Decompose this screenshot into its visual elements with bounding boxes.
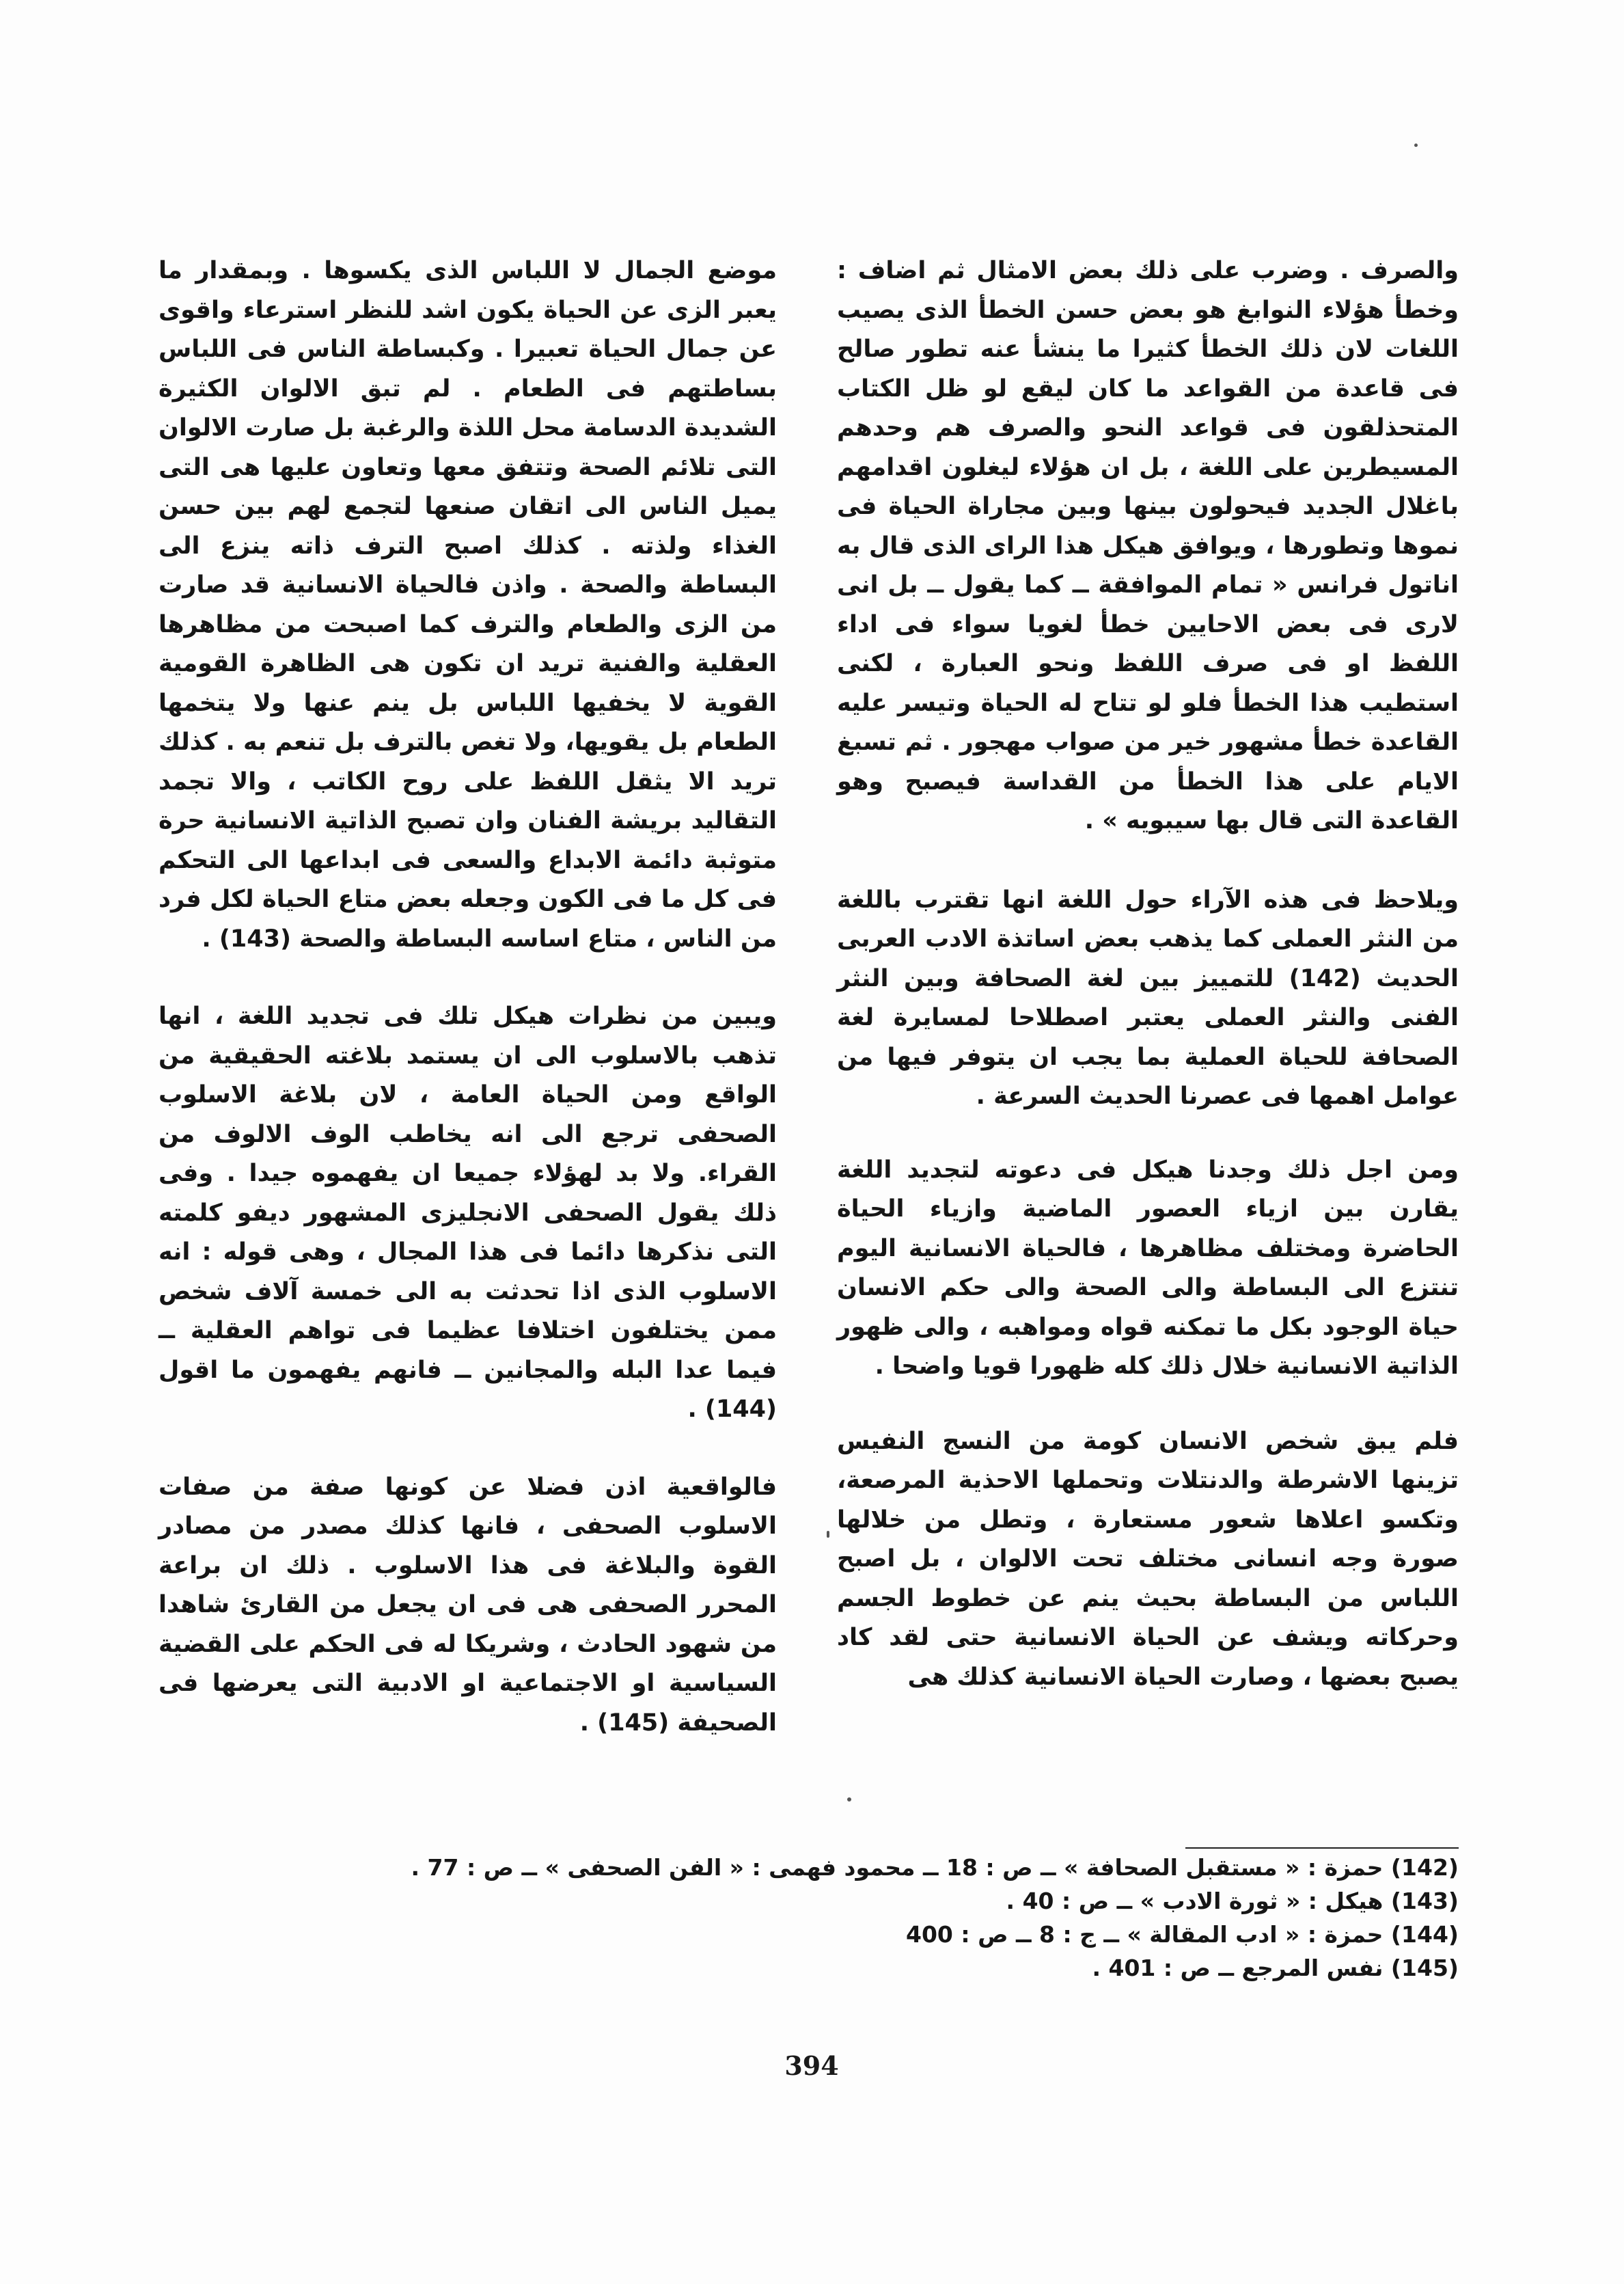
paragraph: والصرف . وضرب على ذلك بعض الامثال ثم اضاف : وخطأ هؤلاء النوابغ هو بعض حسن الخطأ الذى يصيب اللغات لان ذلك الخطأ كثيرا ما ينشأ عنه تطور صالح فى قاعدة من القواعد ما كان ليقع لو ظل الكتاب المتحذلقون فى قواعد النحو والصرف هم وحدهم المسيطرين على اللغة ، بل ان هؤلاء ليغلون اقدامهم باغلال الجديد فيحولون بينها وبين مجاراة الحياة فى نموها وتطورها ، ويوافق هيكل هذا الراى الذى قال به اناتول فرانس « تمام الموافقة ــ كما يقول ــ بل انى لارى فى بعض الاحايين خطأ لغويا سواء فى اداء اللفظ او فى صرف اللفظ ونحو العبارة ، لكنى استطيب هذا الخطأ فلو لو تتاح له الحياة وتيسر عليه القاعدة خطأ مشهور خير من صواب مهجور . ثم تسبغ الايام على هذا الخطأ من القداسة فيصبح وهو القاعدة التى قال بها سيبويه » . bbox=[837, 257, 1459, 834]
footnote-142: (142) حمزة : « مستقبل الصحافة » ــ ص : 18 ــ محمود فهمى : « الفن الصحفى » ــ ص : 77 . bbox=[411, 1854, 1459, 1881]
footnote-divider bbox=[1185, 1847, 1459, 1849]
footnote-144: (144) حمزة : « ادب المقالة » ــ ج : 8 ــ ص : 400 bbox=[906, 1921, 1459, 1948]
text-column-right bbox=[837, 251, 1459, 1697]
scan-speck bbox=[847, 1797, 851, 1802]
paragraph: موضع الجمال لا اللباس الذى يكسوها . وبمقدار ما يعبر الزى عن الحياة يكون اشد للنظر استرعاء واقوى عن جمال الحياة تعبيرا . وكبساطة الناس فى اللباس بساطتهم فى الطعام . لم تبق الالوان الكثيرة الشديدة الدسامة محل اللذة والرغبة بل صارت الالوان التى تلائم الصحة وتتفق معها وتعاون عليها هى التى يميل الناس الى اتقان صنعها لتجمع لهم بين حسن الغذاء ولذته . كذلك اصبح الترف ذاته ينزع الى البساطة والصحة . واذن فالحياة الانسانية قد صارت من الزى والطعام والترف كما اصبحت من مظاهرها العقلية والفنية تريد ان تكون هى الظاهرة القومية القوية لا يخفيها اللباس بل ينم عنها ولا يتخمها الطعام بل يقويها، ولا تغص بالترف بل تنعم به . كذلك تريد الا يثقل اللفظ على روح الكاتب ، والا تجمد التقاليد بريشة الفنان وان تصبح الذاتية الانسانية حرة متوثبة دائمة الابداع والسعى فى ابداعها الى التحكم فى كل ما فى الكون وجعله بعض متاع الحياة لكل فرد من الناس ، متاع اساسه البساطة والصحة (143) . bbox=[159, 257, 777, 953]
scan-speck bbox=[1414, 144, 1418, 147]
paragraph: ومن اجل ذلك وجدنا هيكل فى دعوته لتجديد اللغة يقارن بين ازياء العصور الماضية وازياء الحياة الحاضرة ومختلف مظاهرها ، فالحياة الانسانية اليوم تنتزع الى البساطة والى الصحة والى حكم الانسان حياة الوجود بكل ما تمكنه قواه ومواهبه ، والى ظهور الذاتية الانسانية خلال ذلك كله ظهورا قويا واضحا . bbox=[837, 1156, 1459, 1380]
scan-speck bbox=[827, 1531, 829, 1538]
footnote-145: (145) نفس المرجع ــ ص : 401 . bbox=[1092, 1955, 1459, 1981]
paragraph: ويبين من نظرات هيكل تلك فى تجديد اللغة ، انها تذهب بالاسلوب الى ان يستمد بلاغته الحقيقية من الواقع ومن الحياة العامة ، لان بلاغة الاسلوب الصحفى ترجع الى انه يخاطب الوف الالوف من القراء. ولا بد لهؤلاء جميعا ان يفهموه جيدا . وفى ذلك يقول الصحفى الانجليزى المشهور ديفو كلمته التى نذكرها دائما فى هذا المجال ، وهى قوله : انه الاسلوب الذى اذا تحدثت به الى خمسة آلاف شخص ممن يختلفون اختلافا عظيما فى تواهم العقلية ــ فيما عدا البله والمجانين ــ فانهم يفهمون ما اقول (144) . bbox=[159, 1003, 777, 1423]
text-column-left bbox=[159, 251, 777, 1743]
paragraph: فالواقعية اذن فضلا عن كونها صفة من صفات الاسلوب الصحفى ، فانها كذلك مصدر من مصادر القوة والبلاغة فى هذا الاسلوب . ذلك ان براعة المحرر الصحفى هى فى ان يجعل من القارئ شاهدا من شهود الحادث ، وشريكا له فى الحكم على القضية السياسية او الاجتماعية او الادبية التى يعرضها فى الصحيفة (145) . bbox=[159, 1473, 777, 1737]
footnotes bbox=[159, 1851, 1459, 1985]
page-number: 394 bbox=[784, 2050, 839, 2081]
paragraph: ويلاحظ فى هذه الآراء حول اللغة انها تقترب باللغة من النثر العملى كما يذهب بعض اساتذة الادب العربى الحديث (142) للتمييز بين لغة الصحافة وبين النثر الفنى والنثر العملى يعتبر اصطلاحا لمسايرة لغة الصحافة للحياة العملية بما يجب ان يتوفر فيها من عوامل اهمها فى عصرنا الحديث السرعة . bbox=[837, 886, 1459, 1110]
footnote-143: (143) هيكل : « ثورة الادب » ــ ص : 40 . bbox=[1006, 1888, 1459, 1914]
paragraph: فلم يبق شخص الانسان كومة من النسج النفيس تزينها الاشرطة والدنتلات وتحملها الاحذية المرصعة، وتكسو اعلاها شعور مستعارة ، وتطل من خلالها صورة وجه انسانى مختلف تحت الالوان ، بل اصبح اللباس من البساطة بحيث ينم عن خطوط الجسم وحركاته ويشف عن الحياة الانسانية حتى لقد كاد يصبح بعضها ، وصارت الحياة الانسانية كذلك هى bbox=[837, 1427, 1459, 1691]
